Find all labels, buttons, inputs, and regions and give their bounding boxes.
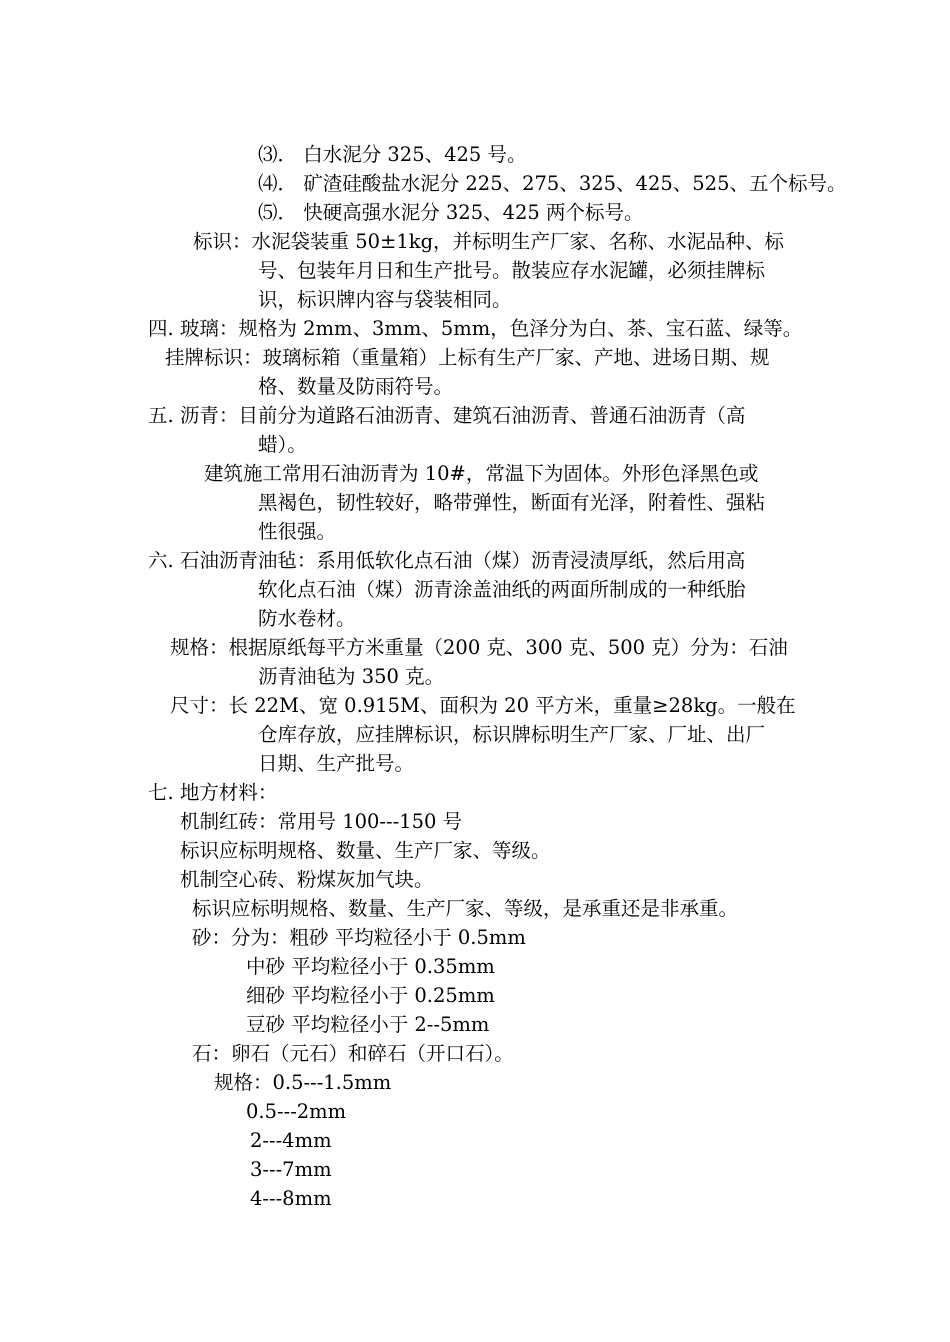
felt-spec-line-1: 规格：根据原纸每平方米重量（200 克、300 克、500 克）分为：石油 — [170, 636, 788, 659]
felt-size-line-2: 仓库存放，应挂牌标识，标识牌标明生产厂家、厂址、出厂 — [258, 723, 766, 746]
local-materials-heading: 七. 地方材料： — [148, 781, 278, 804]
stone-spec-1: 规格：0.5---1.5mm — [214, 1071, 392, 1094]
asphalt-line-2: 蜡）。 — [258, 433, 307, 456]
asphalt-heading: 五. 沥青：目前分为道路石油沥青、建筑石油沥青、普通石油沥青（高 — [148, 404, 746, 427]
cement-label-line-1: 标识：水泥袋装重 50±1kg，并标明生产厂家、名称、水泥品种、标 — [193, 230, 785, 253]
sand-medium-line: 中砂 平均粒径小于 0.35mm — [246, 955, 495, 978]
sand-fine-line: 细砂 平均粒径小于 0.25mm — [246, 984, 495, 1007]
felt-line-2: 软化点石油（煤）沥青涂盖油纸的两面所制成的一种纸胎 — [258, 578, 746, 601]
stone-line: 石：卵石（元石）和碎石（开口石）。 — [192, 1042, 514, 1065]
stone-spec-5: 4---8mm — [250, 1187, 332, 1210]
glass-tag-line-1: 挂牌标识：玻璃标箱（重量箱）上标有生产厂家、产地、进场日期、规 — [165, 346, 770, 369]
hollow-brick-line: 机制空心砖、粉煤灰加气块。 — [180, 868, 434, 891]
asphalt-line-3: 建筑施工常用石油沥青为 10#，常温下为固体。外形色泽黑色或 — [204, 462, 759, 485]
cement-label-line-2: 号、包装年月日和生产批号。散装应存水泥罐，必须挂牌标 — [258, 259, 766, 282]
cement-item-4: ⑷． 矿渣硅酸盐水泥分 225、275、325、425、525、五个标号。 — [258, 172, 847, 195]
felt-line-3: 防水卷材。 — [258, 607, 356, 630]
sand-coarse-line: 砂：分为：粗砂 平均粒径小于 0.5mm — [192, 926, 526, 949]
cement-item-3: ⑶． 白水泥分 325、425 号。 — [258, 143, 527, 166]
asphalt-line-4: 黑褐色，韧性较好，略带弹性，断面有光泽，附着性、强粘 — [258, 491, 766, 514]
hollow-brick-label: 标识应标明规格、数量、生产厂家、等级，是承重还是非承重。 — [192, 897, 739, 920]
cement-label-line-3: 识，标识牌内容与袋装相同。 — [258, 288, 512, 311]
stone-spec-2: 0.5---2mm — [246, 1100, 347, 1123]
stone-spec-3: 2---4mm — [250, 1129, 332, 1152]
sand-bean-line: 豆砂 平均粒径小于 2--5mm — [246, 1013, 490, 1036]
glass-tag-line-2: 格、数量及防雨符号。 — [258, 375, 454, 398]
felt-size-line-3: 日期、生产批号。 — [258, 752, 415, 775]
cement-item-5: ⑸． 快硬高强水泥分 325、425 两个标号。 — [258, 201, 644, 224]
asphalt-line-5: 性很强。 — [258, 520, 337, 543]
felt-size-line-1: 尺寸：长 22M、宽 0.915M、面积为 20 平方米，重量≥28kg。一般在 — [170, 694, 796, 717]
glass-heading: 四. 玻璃：规格为 2mm、3mm、5mm，色泽分为白、茶、宝石蓝、绿等。 — [148, 317, 803, 340]
red-brick-label: 标识应标明规格、数量、生产厂家、等级。 — [180, 839, 551, 862]
stone-spec-4: 3---7mm — [250, 1158, 332, 1181]
felt-heading: 六. 石油沥青油毡：系用低软化点石油（煤）沥青浸渍厚纸，然后用高 — [148, 549, 746, 572]
felt-spec-line-2: 沥青油毡为 350 克。 — [258, 665, 445, 688]
red-brick-line: 机制红砖：常用号 100---150 号 — [180, 810, 463, 833]
